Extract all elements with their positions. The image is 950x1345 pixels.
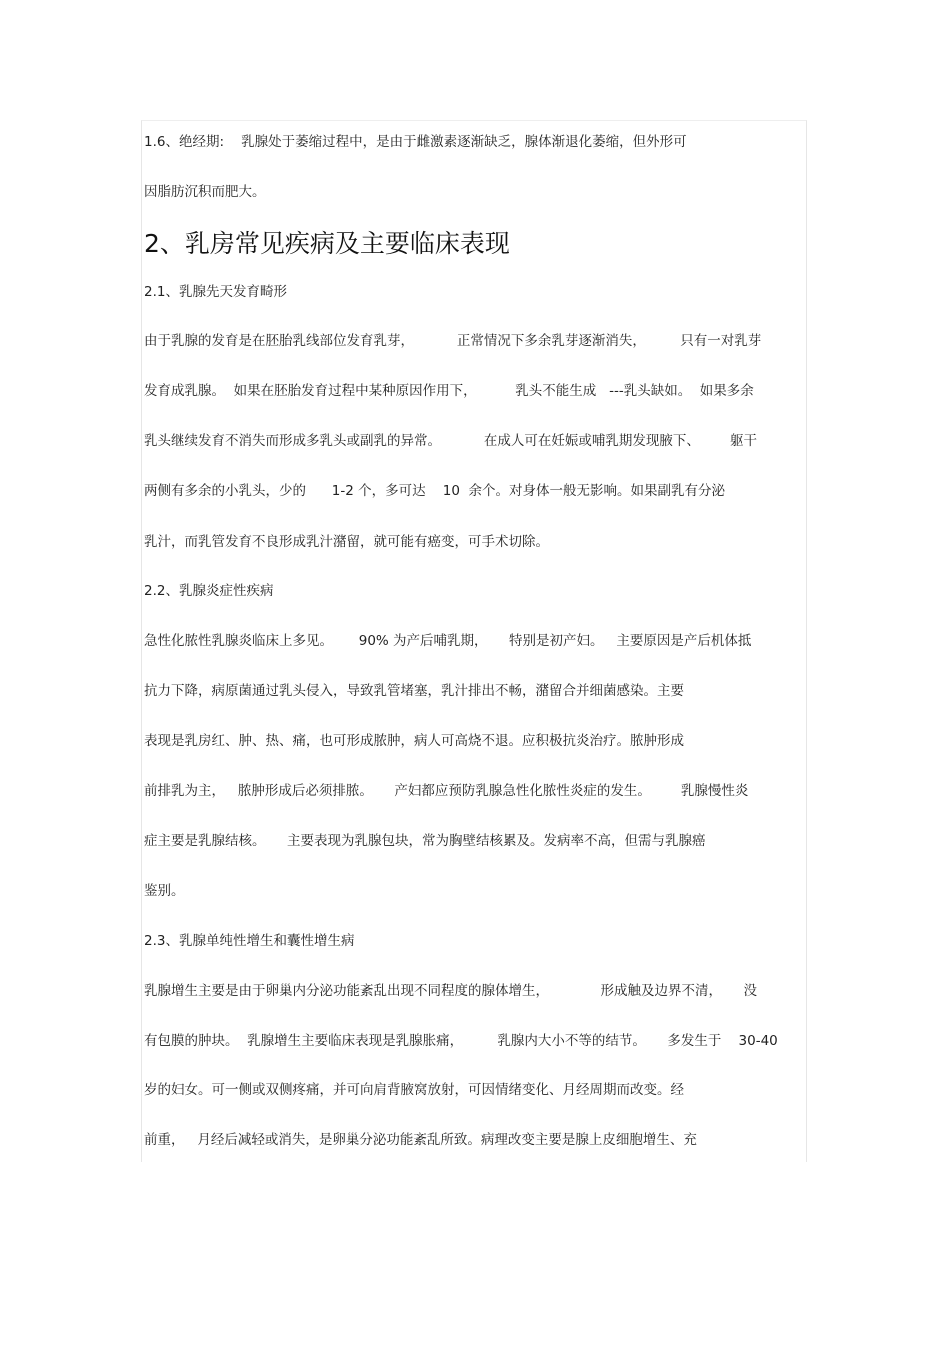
subsection-title: 2.2、乳腺炎症性疾病 bbox=[144, 583, 274, 599]
text-line: 抗力下降，病原菌通过乳头侵入，导致乳管堵塞，乳汁排出不畅，潴留合并细菌感染。主要 bbox=[144, 683, 684, 699]
subsection-title: 2.3、乳腺单纯性增生和囊性增生病 bbox=[144, 933, 355, 949]
text-line: 发育成乳腺。 如果在胚胎发育过程中某种原因作用下， 乳头不能生成 ---乳头缺如。 如果多余 bbox=[144, 383, 754, 399]
text-line: 由于乳腺的发育是在胚胎乳线部位发育乳芽， 正常情况下多余乳芽逐渐消失， 只有一对乳芽 bbox=[144, 333, 762, 349]
text-line: 1.6、绝经期: 乳腺处于萎缩过程中，是由于雌激素逐渐缺乏，腺体渐退化萎缩，但外形可 bbox=[144, 134, 687, 150]
subsection-title: 2.1、乳腺先天发育畸形 bbox=[144, 284, 287, 300]
section-heading: 2、乳房常见疾病及主要临床表现 bbox=[144, 229, 510, 258]
text-line: 两侧有多余的小乳头，少的 1-2 个，多可达 10 余个。对身体一般无影响。如果副乳有分泌 bbox=[144, 483, 726, 499]
text-line: 乳腺增生主要是由于卵巢内分泌功能紊乱出现不同程度的腺体增生， 形成触及边界不清， 没 bbox=[144, 983, 757, 999]
text-line: 表现是乳房红、肿、热、痛，也可形成脓肿，病人可高烧不退。应积极抗炎治疗。脓肿形成 bbox=[144, 733, 684, 749]
text-line: 症主要是乳腺结核。 主要表现为乳腺包块，常为胸壁结核累及。发病率不高，但需与乳腺癌 bbox=[144, 833, 706, 849]
text-line: 前重， 月经后减轻或消失，是卵巢分泌功能紊乱所致。病理改变主要是腺上皮细胞增生、充 bbox=[144, 1132, 697, 1148]
text-line: 因脂肪沉积而肥大。 bbox=[144, 184, 266, 200]
text-line: 岁的妇女。可一侧或双侧疼痛，并可向肩背腋窝放射，可因情绪变化、月经周期而改变。经 bbox=[144, 1082, 684, 1098]
text-line: 鉴别。 bbox=[144, 883, 185, 899]
text-line: 有包膜的肿块。 乳腺增生主要临床表现是乳腺胀痛， 乳腺内大小不等的结节。 多发生于 30-40 bbox=[144, 1033, 778, 1049]
text-line: 急性化脓性乳腺炎临床上多见。 90% 为产后哺乳期， 特别是初产妇。 主要原因是产后机体抵 bbox=[144, 633, 752, 649]
text-line: 乳汁，而乳管发育不良形成乳汁潴留，就可能有癌变，可手术切除。 bbox=[144, 534, 549, 550]
text-line: 前排乳为主， 脓肿形成后必须排脓。 产妇都应预防乳腺急性化脓性炎症的发生。 乳腺慢性炎 bbox=[144, 783, 749, 799]
text-line: 乳头继续发育不消失而形成多乳头或副乳的异常。 在成人可在妊娠或哺乳期发现腋下、 躯干 bbox=[144, 433, 757, 449]
